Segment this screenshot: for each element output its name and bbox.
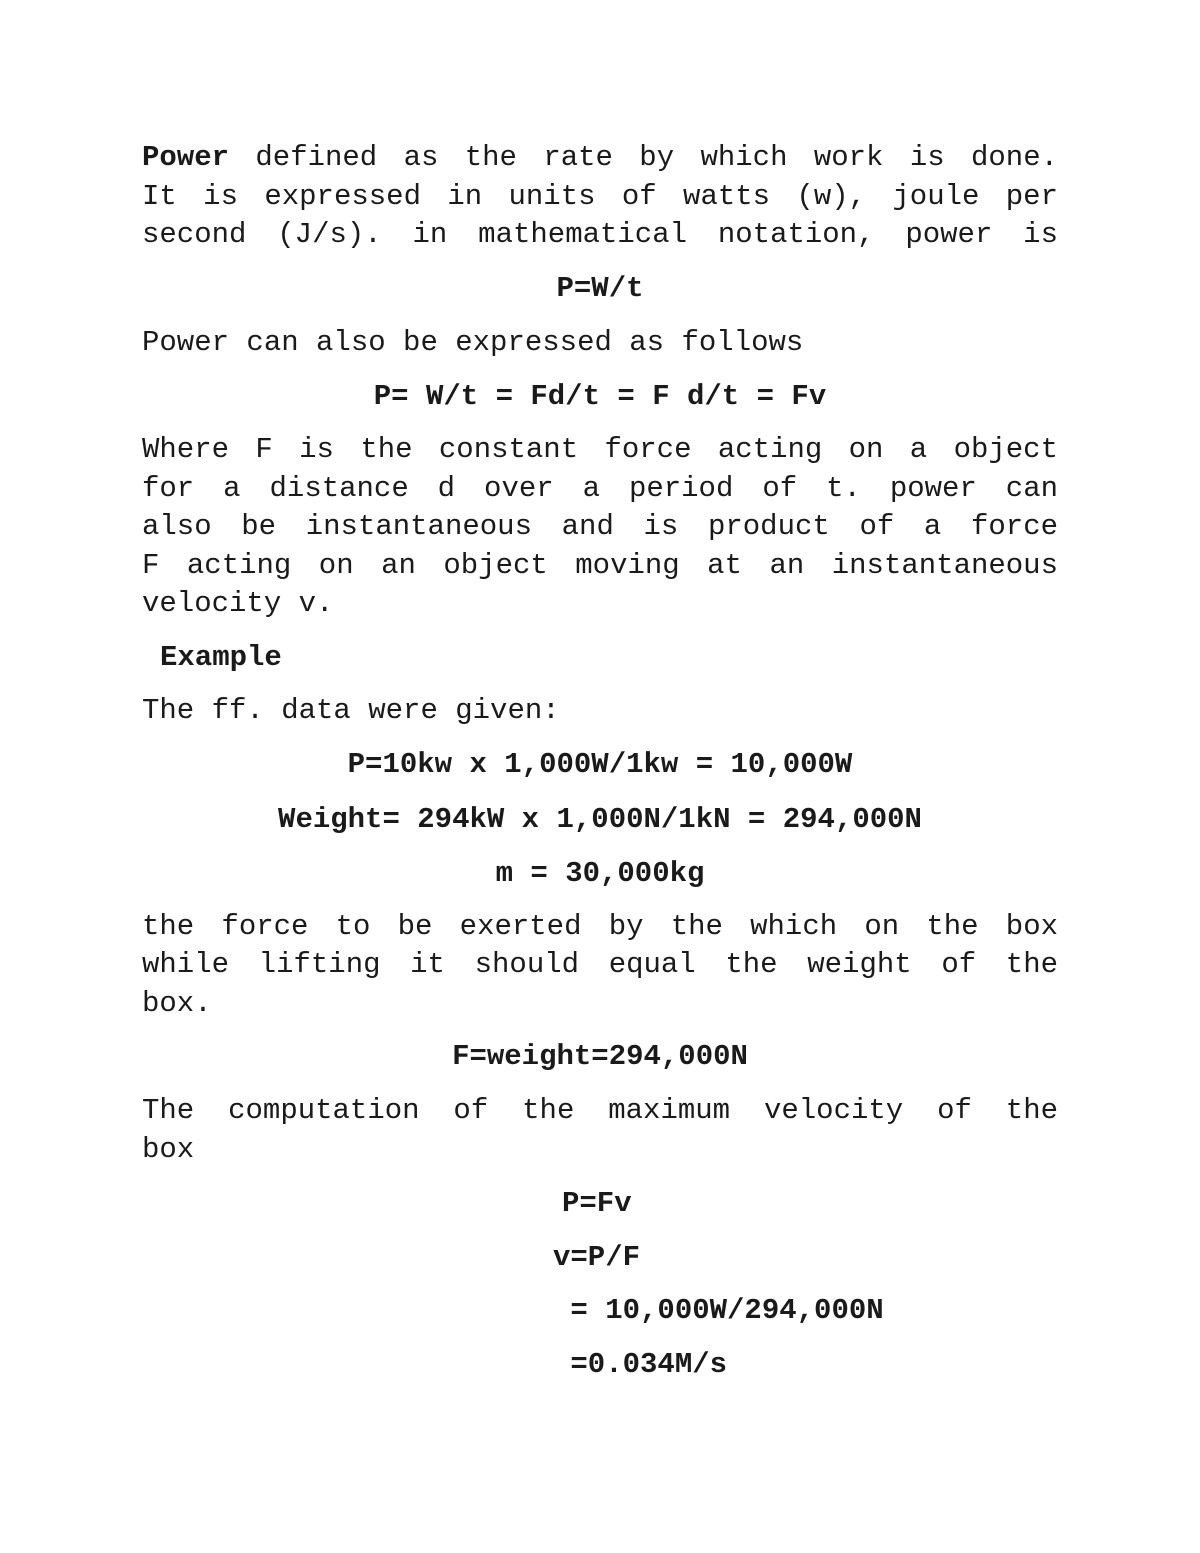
computation-result: =0.034M/s xyxy=(553,1348,728,1381)
velocity-intro-line-2: box xyxy=(142,1133,195,1166)
power-definition-line-3: second (J/s). in mathematical notation, power is xyxy=(142,218,1058,251)
force-statement-line-1: the force to be exerted by the which on the box xyxy=(142,910,1058,943)
force-explanation-line-5: velocity v. xyxy=(142,587,334,620)
given-mass: m = 30,000kg xyxy=(495,857,705,890)
given-intro: The ff. data were given: xyxy=(142,694,560,727)
force-explanation-line-1: Where F is the constant force acting on a object xyxy=(142,433,1058,466)
power-definition-text: defined as the rate by which work is done. xyxy=(255,141,1059,174)
computation-step-2: v=P/F xyxy=(553,1241,641,1274)
computation-step-3: = 10,000W/294,000N xyxy=(553,1294,884,1327)
force-statement-line-2: while lifting it should equal the weight of the xyxy=(142,948,1058,981)
power-alt-intro: Power can also be expressed as follows xyxy=(142,326,804,359)
power-definition-line-2: It is expressed in units of watts (w), joule per xyxy=(142,180,1058,213)
force-explanation-line-3: also be instantaneous and is product of a force xyxy=(142,510,1058,543)
power-term: Power xyxy=(142,141,230,174)
velocity-intro-line-1: The computation of the maximum velocity of the xyxy=(142,1094,1058,1127)
force-explanation-line-2: for a distance d over a period of t. power can xyxy=(142,472,1058,505)
computation-step-1: P=Fv xyxy=(562,1187,632,1220)
given-power: P=10kw x 1,000W/1kw = 10,000W xyxy=(347,748,853,781)
force-formula: F=weight=294,000N xyxy=(452,1040,748,1073)
power-formula: P=W/t xyxy=(556,272,644,305)
power-definition-line-1 xyxy=(142,139,1058,177)
power-expanded-formula: P= W/t = Fd/t = F d/t = Fv xyxy=(373,380,827,413)
force-explanation-line-4: F acting on an object moving at an instantaneous xyxy=(142,549,1058,582)
example-heading: Example xyxy=(160,641,282,674)
given-weight: Weight= 294kW x 1,000N/1kN = 294,000N xyxy=(278,803,922,836)
force-statement-line-3: box. xyxy=(142,987,212,1020)
